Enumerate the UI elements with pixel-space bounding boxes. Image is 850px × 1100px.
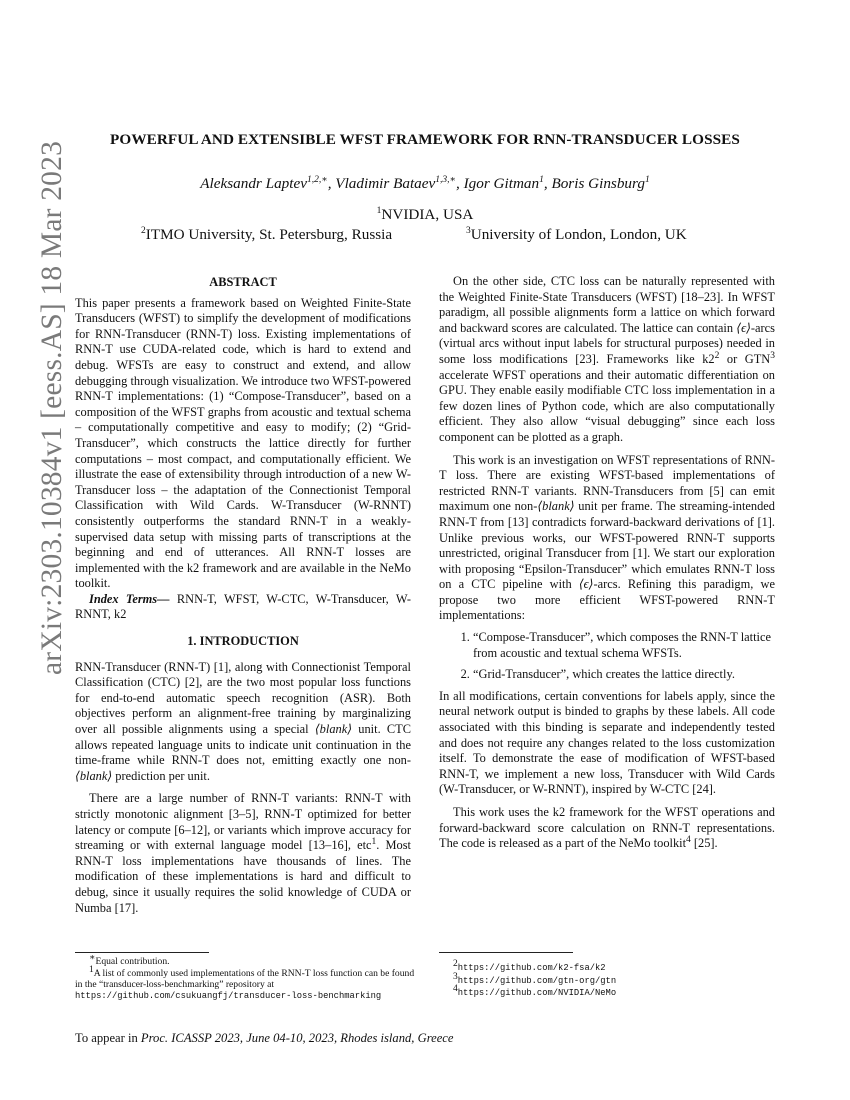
index-terms: Index Terms— RNN-T, WFST, W-CTC, W-Transducer, W-RNNT, k2 — [75, 591, 411, 622]
author-name: Aleksandr Laptev — [200, 175, 307, 192]
right-column — [439, 274, 775, 852]
author-affil-mark: 1,3,∗ — [435, 174, 456, 185]
author-affil-mark: 1,2,∗ — [306, 174, 328, 185]
footnote-link[interactable]: https://github.com/csukuangfj/transducer-loss-benchmarking — [75, 990, 382, 1001]
footnote-rule — [439, 952, 573, 953]
affiliation-nvidia: $^1$NVIDIA, USA — [376, 205, 474, 223]
author-name: Boris Ginsburg — [551, 175, 645, 192]
intro-paragraph-6: This work uses the k2 framework for the WFST operations and forward-backward score calculation on RNN-T representations. The code is released as a part of the NeMo toolkit$^4$ [25]. — [439, 805, 775, 851]
footnote-link[interactable]: https://github.com/k2-fsa/k2 — [457, 963, 606, 973]
footnote-link[interactable]: https://github.com/NVIDIA/NeMo — [457, 988, 617, 999]
intro-paragraph-1: RNN-Transducer (RNN-T) [1], along with Connectionist Temporal Classification (CTC) [2], are the two most popular loss functions for end-to-end automatic speech recognition (ASR). Both objectives perform an alignment-free training by marginalizing over all possible alignments using a special ⟨blank⟩ unit. CTC allows repeated language units to indicate unit continuation in the time-frame while RNN-T does not, emitting exactly one non-⟨blank⟩ prediction per unit. — [75, 659, 412, 783]
author-affil-mark: 1 — [644, 174, 650, 185]
affiliation-itmo: $^2$ITMO University, St. Petersburg, Russia — [141, 225, 393, 243]
footnote-left: ∗Equal contribution. $^1$A list of commonly used implementations of the RNN-T loss function can be found in the “transducer-loss-benchmarking” repository at https://github.com/csukuangfj/transducer-loss-benchmarking — [75, 952, 415, 1001]
venue-footer: To appear in Proc. ICASSP 2023, June 04-10, 2023, Rhodes island, Greece — [75, 1031, 454, 1045]
list-item: 1. “Compose-Transducer”, which composes the RNN-T lattice from acoustic and textual schema WFSTs. — [473, 630, 775, 661]
author-name: Vladimir Bataev — [335, 175, 436, 192]
author-name: Igor Gitman — [463, 175, 540, 192]
left-column — [75, 275, 411, 916]
implementation-list — [439, 630, 775, 683]
list-item: 2. “Grid-Transducer”, which creates the lattice directly. — [473, 667, 775, 683]
intro-paragraph-5: In all modifications, certain conventions for labels apply, since the neural network output is binded to graphs by these labels. All code associated with this binding is separate and independently tested and does not require any changes related to the loss customization itself. To demonstrate the ease of modification of WFST-based RNN-T, we implement a new loss, Transducer with Wild Cards (W-Transducer, or W-RNNT), inspired by W-CTC [24]. — [439, 688, 775, 797]
author-list: Aleksandr Laptev$^{1,2,∗}$, Vladimir Bataev$^{1,3,∗}$, Igor Gitman$^1$, Boris Ginsburg$^1$ — [200, 174, 650, 192]
footnote-right: $^2$https://github.com/k2-fsa/k2 $^3$https://github.com/gtn-org/gtn $^4$https://github.com/NVIDIA/NeMo — [453, 958, 617, 999]
intro-paragraph-3: On the other side, CTC loss can be naturally represented with the Weighted Finite-State Transducers (WFST) [18–23]. In WFST paradigm, all possible alignments form a lattice on which forward and backward scores are calculated. The lattice can contain ⟨ϵ⟩-arcs (virtual arcs without input labels for structural purposes) needed in some loss modifications [23]. Frameworks like $k2^2$ or GTN$^3$ accelerate WFST operations and their automatic differentiation on GPU. They enable easily modifiable CTC loss implementation in a few dozen lines of Python code, which are also computationally efficient. They also allow “visual debugging” since each loss component can be plotted as a graph. — [439, 274, 776, 444]
footnote-link[interactable]: https://github.com/gtn-org/gtn — [457, 975, 617, 986]
intro-paragraph-4: This work is an investigation on WFST representations of RNN-T loss. There are existing WFST-based implementations of restricted RNN-T variants. RNN-Transducers from [5] can emit maximum one non-⟨blank⟩ unit per frame. The streaming-intended RNN-T from [13] contradicts forward-backward derivations of [1]. Unlike previous works, our WFST-powered RNN-T supports unrestricted, original Transducer from [1]. We start our exploration with proposing “Epsilon-Transducer” which emulates RNN-T loss on a CTC pipeline with ⟨ϵ⟩-arcs. Refining this paradigm, we propose two more efficient WFST-powered RNN-T implementations: — [439, 452, 775, 623]
intro-paragraph-2: There are a large number of RNN-T variants: RNN-T with strictly monotonic alignment [3–5], RNN-T optimized for better latency or compute [6–12], or variants which improve accuracy for streaming or with external language model [13–16], etc$^1$. Most RNN-T loss implementations have thousands of lines. The modification of these implementations is hard and difficult to debug, since it usually requires the solid knowledge of CUDA or Numba [17]. — [75, 791, 411, 915]
affiliation-london: $^3$University of London, London, UK — [466, 225, 687, 243]
arxiv-identifier: arXiv:2303.10384v1 [eess.AS] 18 Mar 2023 — [36, 140, 68, 675]
introduction-heading: 1. INTRODUCTION — [187, 634, 299, 649]
abstract-text: This paper presents a framework based on Weighted Finite-State Transducers (WFST) to simplify the development of modifications for RNN-Transducer (RNN-T) loss. Existing implementations of RNN-T use CUDA-related code, which is hard to extend and debug. WFSTs are easy to construct and extend, and allow debugging through visualization. We introduce two WFST-powered RNN-T implementations: (1) “Compose-Transducer”, based on a composition of the WFST graphs from acoustic and textual schema – computationally competitive and easy to modify; (2) “Grid-Transducer”, which constructs the lattice directly for further computations – most compact, and computationally efficient. We illustrate the ease of extensibility through introduction of a new W-Transducer loss – the adaptation of the Connectionist Temporal Classification with Wild Cards. W-Transducer (W-RNNT) consistently outperforms the standard RNN-T in a weakly-supervised data setup with missing parts of transcriptions at the beginning and end of utterances. All RNN-T losses are implemented with the k2 framework and are available in the NeMo toolkit. — [75, 295, 411, 591]
paper-title: POWERFUL AND EXTENSIBLE WFST FRAMEWORK FOR RNN-TRANSDUCER LOSSES — [110, 131, 740, 148]
author-affil-mark: 1 — [539, 174, 544, 185]
abstract-heading: ABSTRACT — [209, 275, 277, 289]
